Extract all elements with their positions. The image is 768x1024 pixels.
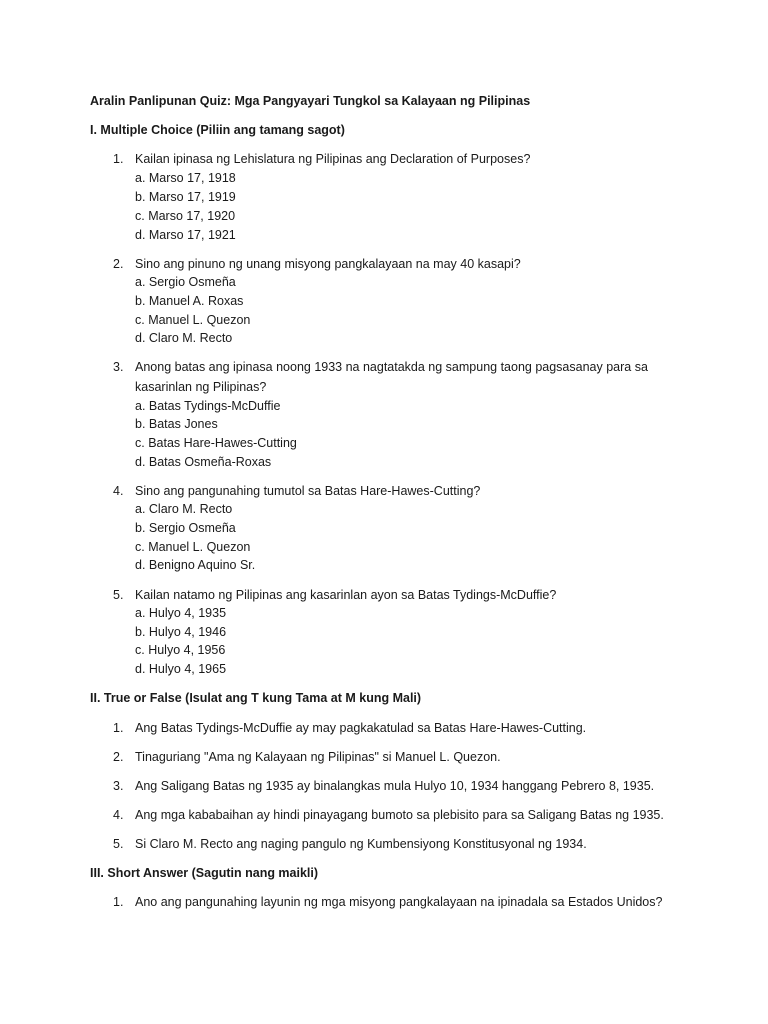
question-5-choice-a: a. Hulyo 4, 1935 [135, 606, 227, 620]
question-5-number: 5. [113, 588, 124, 602]
tf-item-5-number: 5. [113, 837, 124, 851]
tf-item-1-number: 1. [113, 721, 124, 735]
question-1-choice-a: a. Marso 17, 1918 [135, 171, 236, 185]
tf-item-2-number: 2. [113, 750, 124, 764]
question-4-choice-d: d. Benigno Aquino Sr. [135, 558, 256, 572]
question-3-number: 3. [113, 360, 124, 374]
question-4-choice-c: c. Manuel L. Quezon [135, 540, 251, 554]
question-1-text: Kailan ipinasa ng Lehislatura ng Pilipinas ang Declaration of Purposes? [135, 152, 531, 166]
section-2-heading: II. True or False (Isulat ang T kung Tama at M kung Mali) [90, 691, 422, 705]
tf-item-4-text: Ang mga kababaihan ay hindi pinayagang bumoto sa plebisito para sa Saligang Batas ng 1935. [135, 808, 664, 822]
question-3-choice-a: a. Batas Tydings-McDuffie [135, 399, 281, 413]
question-5-text: Kailan natamo ng Pilipinas ang kasarinlan ayon sa Batas Tydings-McDuffie? [135, 588, 557, 602]
tf-item-1-text: Ang Batas Tydings-McDuffie ay may pagkakatulad sa Batas Hare-Hawes-Cutting. [135, 721, 587, 735]
quiz-title: Aralin Panlipunan Quiz: Mga Pangyayari Tungkol sa Kalayaan ng Pilipinas [90, 94, 531, 108]
question-1-choice-c: c. Marso 17, 1920 [135, 209, 236, 223]
question-2-choice-c: c. Manuel L. Quezon [135, 313, 251, 327]
question-5-choice-d: d. Hulyo 4, 1965 [135, 662, 227, 676]
question-2-number: 2. [113, 257, 124, 271]
question-5-choice-c: c. Hulyo 4, 1956 [135, 643, 226, 657]
question-3-text-line-2: kasarinlan ng Pilipinas? [135, 380, 267, 394]
question-2-choice-d: d. Claro M. Recto [135, 331, 233, 345]
question-4-choice-a: a. Claro M. Recto [135, 502, 233, 516]
short-answer-1-number: 1. [113, 895, 124, 909]
question-1-choice-d: d. Marso 17, 1921 [135, 228, 236, 242]
question-2-text: Sino ang pinuno ng unang misyong pangkalayaan na may 40 kasapi? [135, 257, 521, 271]
question-5-choice-b: b. Hulyo 4, 1946 [135, 625, 227, 639]
tf-item-2-text: Tinaguriang "Ama ng Kalayaan ng Pilipinas" si Manuel L. Quezon. [135, 750, 501, 764]
question-3-choice-b: b. Batas Jones [135, 417, 218, 431]
tf-item-3-text: Ang Saligang Batas ng 1935 ay binalangkas mula Hulyo 10, 1934 hanggang Pebrero 8, 1935. [135, 779, 655, 793]
question-4-number: 4. [113, 484, 124, 498]
question-4-choice-b: b. Sergio Osmeña [135, 521, 236, 535]
tf-item-4-number: 4. [113, 808, 124, 822]
question-1-number: 1. [113, 152, 124, 166]
section-1-heading: I. Multiple Choice (Piliin ang tamang sagot) [90, 123, 345, 137]
question-3-text: Anong batas ang ipinasa noong 1933 na nagtatakda ng sampung taong pagsasanay para sa [135, 360, 648, 374]
question-3-choice-d: d. Batas Osmeña-Roxas [135, 455, 272, 469]
question-1-choice-b: b. Marso 17, 1919 [135, 190, 236, 204]
question-3-choice-c: c. Batas Hare-Hawes-Cutting [135, 436, 297, 450]
question-2-choice-a: a. Sergio Osmeña [135, 275, 236, 289]
short-answer-1-text: Ano ang pangunahing layunin ng mga misyong pangkalayaan na ipinadala sa Estados Unidos? [135, 895, 663, 909]
tf-item-5-text: Si Claro M. Recto ang naging pangulo ng Kumbensiyong Konstitusyonal ng 1934. [135, 837, 587, 851]
section-3-heading: III. Short Answer (Sagutin nang maikli) [90, 866, 319, 880]
question-4-text: Sino ang pangunahing tumutol sa Batas Hare-Hawes-Cutting? [135, 484, 481, 498]
tf-item-3-number: 3. [113, 779, 124, 793]
question-2-choice-b: b. Manuel A. Roxas [135, 294, 244, 308]
